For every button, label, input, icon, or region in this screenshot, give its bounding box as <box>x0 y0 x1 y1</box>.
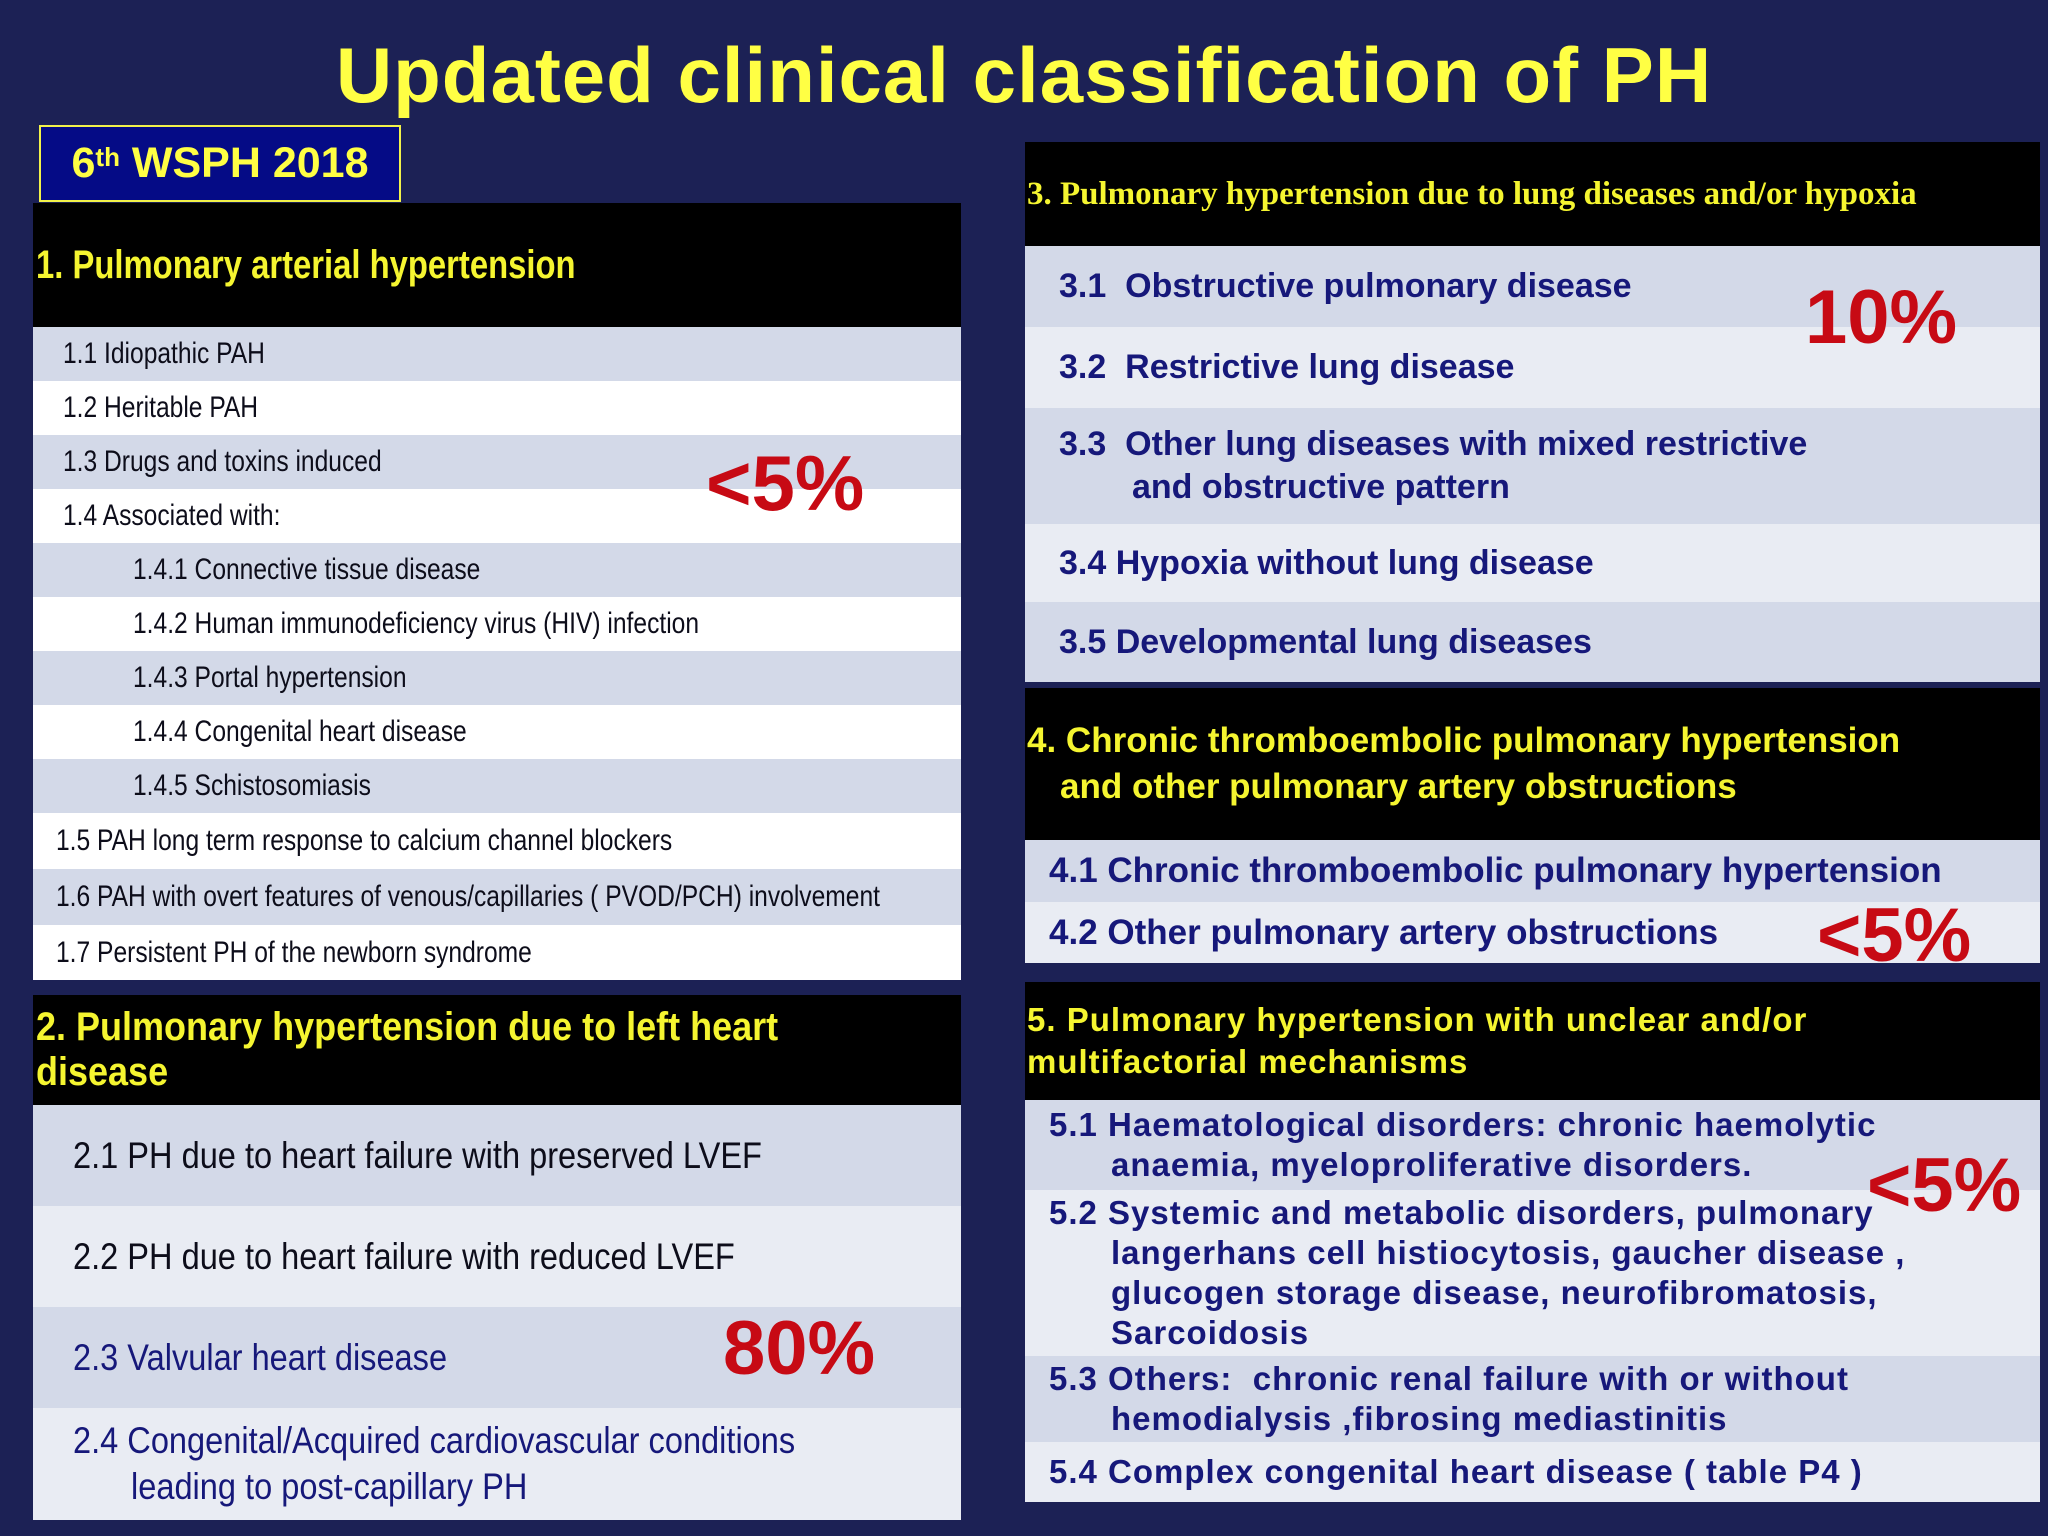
group1-panel <box>33 203 961 980</box>
group5-heading: 5. Pulmonary hypertension with unclear and/or multifactorial mechanisms <box>1025 982 2040 1100</box>
group2-percent: 80% <box>723 1306 876 1391</box>
list-item: 2.3 Valvular heart disease <box>33 1307 961 1408</box>
list-item: 3.1 Obstructive pulmonary disease <box>1025 246 2040 327</box>
group3-percent: 10% <box>1805 275 1958 360</box>
list-item: 1.4.2 Human immunodeficiency virus (HIV) infection <box>33 597 961 651</box>
list-item: 1.3 Drugs and toxins induced <box>33 435 961 489</box>
list-item: 4.1 Chronic thromboembolic pulmonary hypertension <box>1025 840 2040 902</box>
list-item: 1.1 Idiopathic PAH <box>33 327 961 381</box>
list-item: 2.2 PH due to heart failure with reduced LVEF <box>33 1206 961 1307</box>
list-item: 5.1 Haematological disorders: chronic haemolytic anaemia, myeloproliferative disorders. <box>1025 1100 2040 1190</box>
list-item: 3.5 Developmental lung diseases <box>1025 602 2040 682</box>
list-item: 1.2 Heritable PAH <box>33 381 961 435</box>
list-item: 5.4 Complex congenital heart disease ( table P4 ) <box>1025 1442 2040 1502</box>
group2-heading: 2. Pulmonary hypertension due to left heart disease <box>33 995 961 1105</box>
group3-heading: 3. Pulmonary hypertension due to lung diseases and/or hypoxia <box>1025 142 2040 246</box>
list-item: 3.2 Restrictive lung disease <box>1025 327 2040 408</box>
wsph-badge <box>39 125 401 202</box>
list-item: 3.3 Other lung diseases with mixed restrictive and obstructive pattern <box>1025 408 2040 524</box>
list-item: 2.4 Congenital/Acquired cardiovascular conditions leading to post-capillary PH <box>33 1408 961 1520</box>
group1-percent: <5% <box>706 439 865 527</box>
group4-panel <box>1025 688 2040 978</box>
list-item: 5.2 Systemic and metabolic disorders, pulmonary langerhans cell histiocytosis, gaucher disease , glucogen storage disease, neurofibromatosis, Sarcoidosis <box>1025 1190 2040 1356</box>
group4-heading: 4. Chronic thromboembolic pulmonary hypertension and other pulmonary artery obstructions <box>1025 688 2040 840</box>
list-item: 1.4.3 Portal hypertension <box>33 651 961 705</box>
slide-title: Updated clinical classification of PH <box>335 31 1713 119</box>
group4-percent: <5% <box>1817 893 1972 978</box>
group5-panel <box>1025 982 2040 1516</box>
list-item: 1.5 PAH long term response to calcium channel blockers <box>33 813 961 869</box>
badge-sup: th <box>95 142 120 172</box>
list-item: 1.6 PAH with overt features of venous/capillaries ( PVOD/PCH) involvement <box>33 869 961 925</box>
list-item: 1.7 Persistent PH of the newborn syndrome <box>33 925 961 980</box>
list-item: 1.4 Associated with: <box>33 489 961 543</box>
list-item: 3.4 Hypoxia without lung disease <box>1025 524 2040 602</box>
group5-percent: <5% <box>1867 1143 2022 1228</box>
list-item: 1.4.5 Schistosomiasis <box>33 759 961 813</box>
badge-suffix: WSPH 2018 <box>119 139 369 187</box>
list-item: 4.2 Other pulmonary artery obstructions <box>1025 902 2040 963</box>
list-item: 1.4.4 Congenital heart disease <box>33 705 961 759</box>
list-item: 2.1 PH due to heart failure with preserved LVEF <box>33 1105 961 1206</box>
group3-panel <box>1025 142 2040 682</box>
badge-prefix: 6 <box>71 139 96 187</box>
list-item: 1.4.1 Connective tissue disease <box>33 543 961 597</box>
list-item: 5.3 Others: chronic renal failure with or without hemodialysis ,fibrosing mediastinitis <box>1025 1356 2040 1442</box>
group2-panel <box>33 995 961 1520</box>
group1-heading: 1. Pulmonary arterial hypertension <box>33 203 961 327</box>
